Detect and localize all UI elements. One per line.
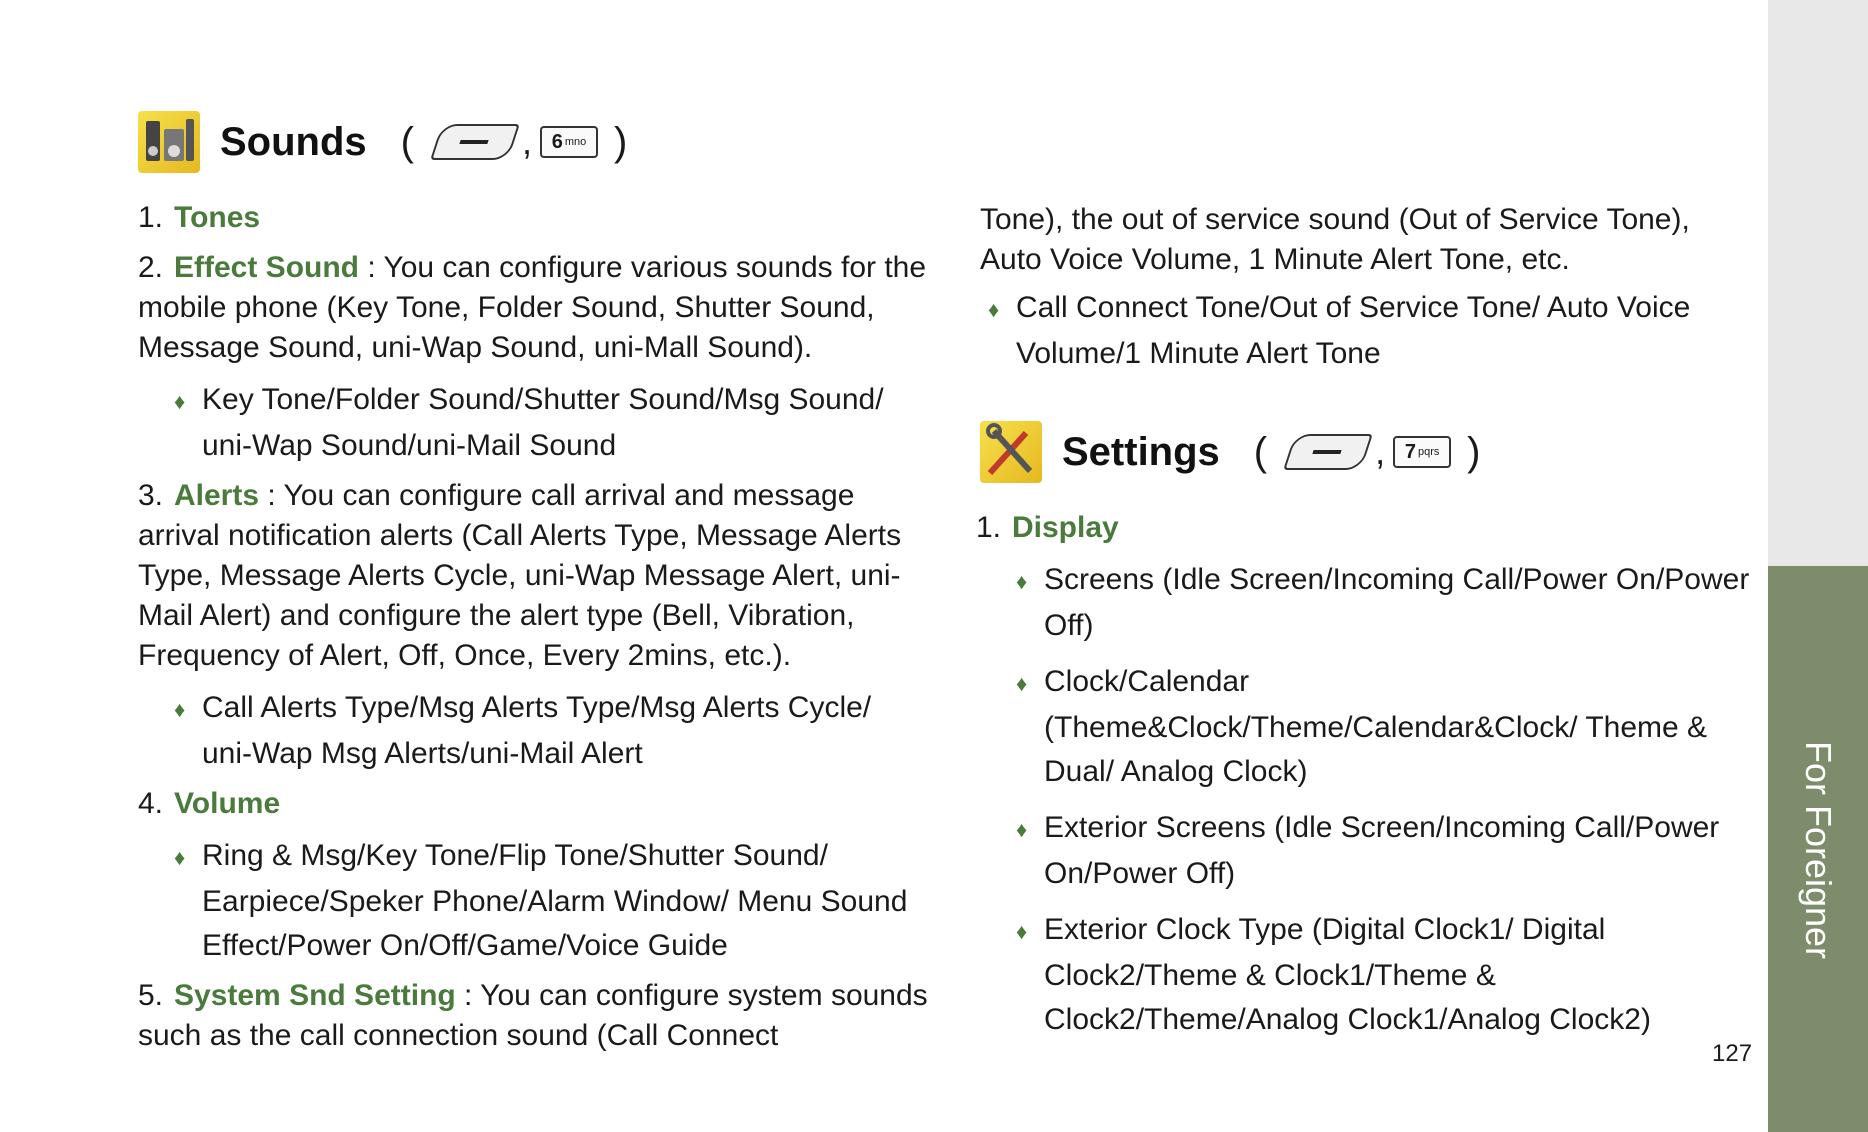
menu-softkey-icon	[1283, 434, 1373, 470]
paren-close: )	[614, 119, 628, 164]
bullet-item	[980, 660, 1750, 794]
paren-open: (	[400, 119, 414, 164]
tools-icon	[980, 421, 1042, 483]
list-item	[138, 784, 928, 824]
item-label: Volume	[174, 787, 281, 820]
comma: ,	[522, 121, 533, 162]
key-6-icon	[540, 126, 598, 158]
item-text: : You can configure call arrival and message arrival notification alerts (Call Alerts Type, Message Alerts Type, Message Alerts Cycle, uni-Wap Message Alert, uni-Mail Alert) and configure the alert type (Bell, Vibration, Frequency of Alert, Off, Once, Every 2mins, etc.).	[138, 479, 902, 672]
sounds-title: Sounds	[220, 119, 367, 164]
list-item	[138, 976, 928, 1056]
diamond-icon: ♦	[174, 845, 186, 870]
section-tab-label: For Foreigner	[1798, 740, 1839, 960]
bullet-item	[980, 908, 1750, 1042]
bullet-text: Screens (Idle Screen/Incoming Call/Power On/Power Off)	[1044, 563, 1750, 642]
bullet-text: Exterior Screens (Idle Screen/Incoming Call/Power On/Power Off)	[1044, 811, 1720, 890]
bullet-text: Key Tone/Folder Sound/Shutter Sound/Msg Sound/ uni-Wap Sound/uni-Mail Sound	[202, 383, 884, 462]
item-text: : You can configure system sounds such as the call connection sound (Call Connect	[138, 979, 928, 1052]
diamond-icon: ♦	[1016, 817, 1028, 842]
bullet-item	[138, 686, 928, 776]
item-label: System Snd Setting	[174, 979, 456, 1012]
diamond-icon: ♦	[174, 697, 186, 722]
settings-heading	[980, 420, 1750, 484]
page-number: 127	[1712, 1040, 1753, 1067]
diamond-icon: ♦	[1016, 671, 1028, 696]
continuation-text: Tone), the out of service sound (Out of Service Tone), Auto Voice Volume, 1 Minute Alert Tone, etc.	[980, 203, 1690, 276]
key-letters: mno	[564, 136, 587, 148]
list-item	[138, 476, 928, 676]
key-7-icon	[1393, 436, 1451, 468]
paren-open: (	[1253, 429, 1268, 474]
list-item	[138, 198, 928, 238]
list-item	[138, 248, 928, 368]
diamond-icon: ♦	[1016, 919, 1028, 944]
item-label: Display	[1012, 511, 1119, 544]
bullet-item	[980, 558, 1750, 648]
diamond-icon: ♦	[1016, 569, 1028, 594]
right-column	[976, 200, 1750, 1050]
diamond-icon: ♦	[174, 389, 186, 414]
diamond-icon: ♦	[988, 297, 1000, 322]
bullet-text: Exterior Clock Type (Digital Clock1/ Digital Clock2/Theme & Clock1/Theme & Clock2/Theme/Analog Clock1/Analog Clock2)	[1044, 913, 1651, 1036]
bullet-text: Clock/Calendar (Theme&Clock/Theme/Calendar&Clock/ Theme & Dual/ Analog Clock)	[1044, 665, 1708, 788]
bullet-item	[980, 806, 1750, 896]
item-number: 1.	[976, 511, 1002, 544]
bullet-text: Call Connect Tone/Out of Service Tone/ Auto Voice Volume/1 Minute Alert Tone	[1016, 291, 1691, 370]
bullet-text: Ring & Msg/Key Tone/Flip Tone/Shutter Sound/ Earpiece/Speker Phone/Alarm Window/ Menu Sound Effect/Power On/Off/Game/Voice Guide	[202, 839, 908, 962]
speaker-icon	[138, 111, 200, 173]
paren-close: )	[1467, 429, 1481, 474]
left-column	[138, 110, 928, 1066]
item-number: 3.	[138, 479, 164, 512]
comma: ,	[1375, 431, 1386, 472]
item-number: 5.	[138, 979, 164, 1012]
bullet-text: Call Alerts Type/Msg Alerts Type/Msg Alerts Cycle/ uni-Wap Msg Alerts/uni-Mail Alert	[202, 691, 872, 770]
bullet-item	[980, 286, 1750, 376]
list-item	[976, 508, 1750, 548]
item-label: Alerts	[174, 479, 260, 512]
item-label: Effect Sound	[174, 251, 359, 284]
bullet-item	[138, 378, 928, 468]
item-number: 1.	[138, 201, 164, 234]
key-letters: pqrs	[1418, 446, 1440, 458]
item-number: 4.	[138, 787, 164, 820]
item-text: : You can configure various sounds for the mobile phone (Key Tone, Folder Sound, Shutter Sound, Message Sound, uni-Wap Sound, uni-Mall Sound).	[138, 251, 927, 364]
menu-softkey-icon	[430, 124, 520, 160]
item-number: 2.	[138, 251, 164, 284]
item-label: Tones	[174, 201, 261, 234]
bullet-item	[138, 834, 928, 968]
sounds-heading	[138, 110, 928, 174]
key-number: 6	[551, 130, 563, 153]
key-number: 7	[1404, 440, 1416, 463]
settings-title: Settings	[1062, 429, 1220, 474]
